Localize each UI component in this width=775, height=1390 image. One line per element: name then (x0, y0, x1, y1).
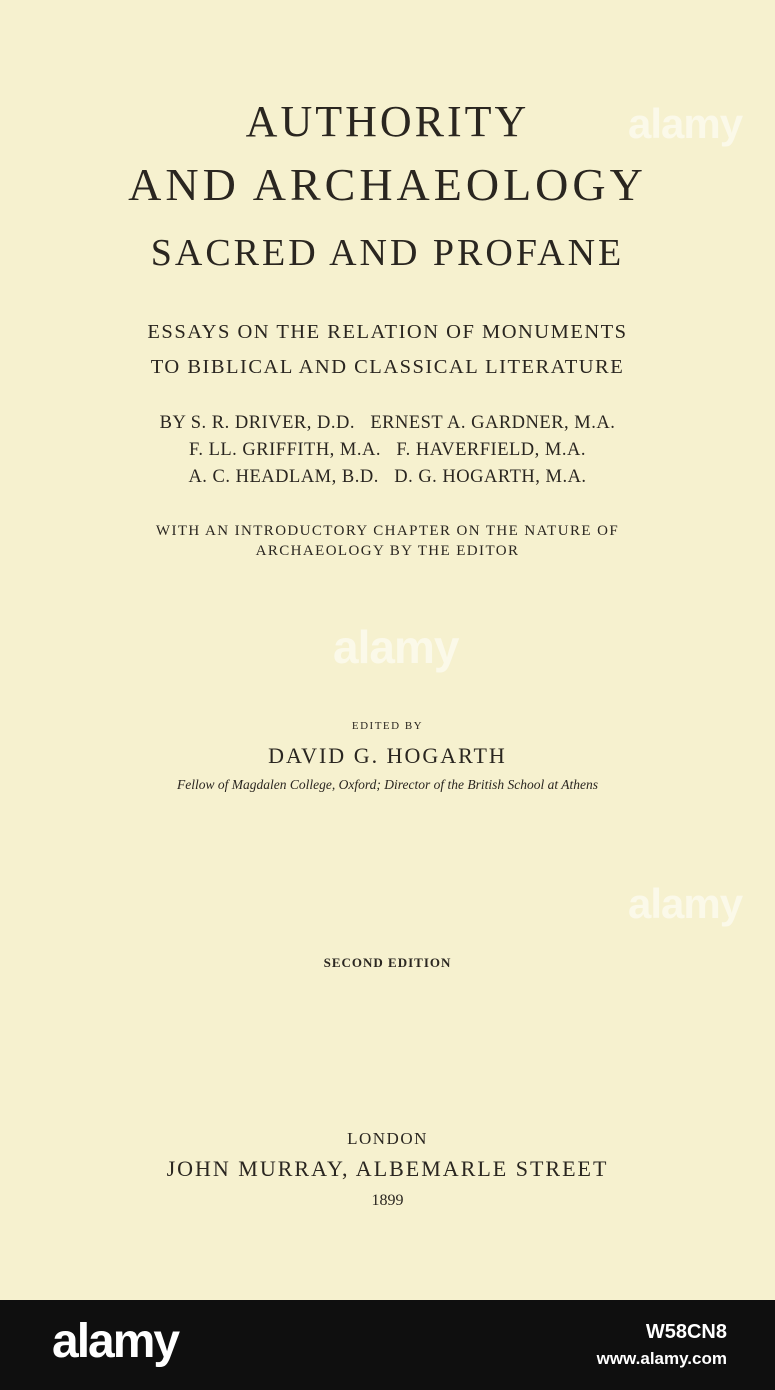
footer-bar (0, 1300, 775, 1390)
title-line-2: AND ARCHAEOLOGY (128, 159, 647, 210)
authors-line-3: A. C. HEADLAM, B.D. D. G. HOGARTH, M.A. (188, 467, 587, 487)
title-line-1: AUTHORITY (245, 97, 530, 146)
editor-name: DAVID G. HOGARTH (268, 743, 507, 768)
watermark: alamy (628, 880, 743, 927)
watermark: alamy (333, 621, 459, 673)
edited-by-label: EDITED BY (351, 720, 424, 732)
imprint-publisher: JOHN MURRAY, ALBEMARLE STREET (166, 1156, 609, 1181)
editor-affiliation: Fellow of Magdalen College, Oxford; Director of the British School at Athens (177, 777, 598, 792)
authors-line-1: BY S. R. DRIVER, D.D. ERNEST A. GARDNER, M.A. (159, 413, 616, 433)
footer-image-id: W58CN8 (645, 1321, 727, 1343)
title-line-3: SACRED AND PROFANE (150, 232, 625, 274)
intro-line-2: ARCHAEOLOGY BY THE EDITOR (255, 543, 520, 559)
watermark: alamy (628, 100, 743, 147)
subtitle-line-1: ESSAYS ON THE RELATION OF MONUMENTS (147, 321, 628, 343)
authors-line-2: F. LL. GRIFFITH, M.A. F. HAVERFIELD, M.A. (189, 440, 586, 460)
subtitle-line-2: TO BIBLICAL AND CLASSICAL LITERATURE (150, 356, 625, 378)
edition: SECOND EDITION (323, 955, 452, 970)
intro-line-1: WITH AN INTRODUCTORY CHAPTER ON THE NATURE OF (155, 523, 620, 539)
footer-url: www.alamy.com (596, 1349, 727, 1368)
imprint-year: 1899 (371, 1192, 404, 1209)
imprint-city: LONDON (347, 1129, 428, 1148)
footer-logo: alamy (52, 1315, 179, 1368)
